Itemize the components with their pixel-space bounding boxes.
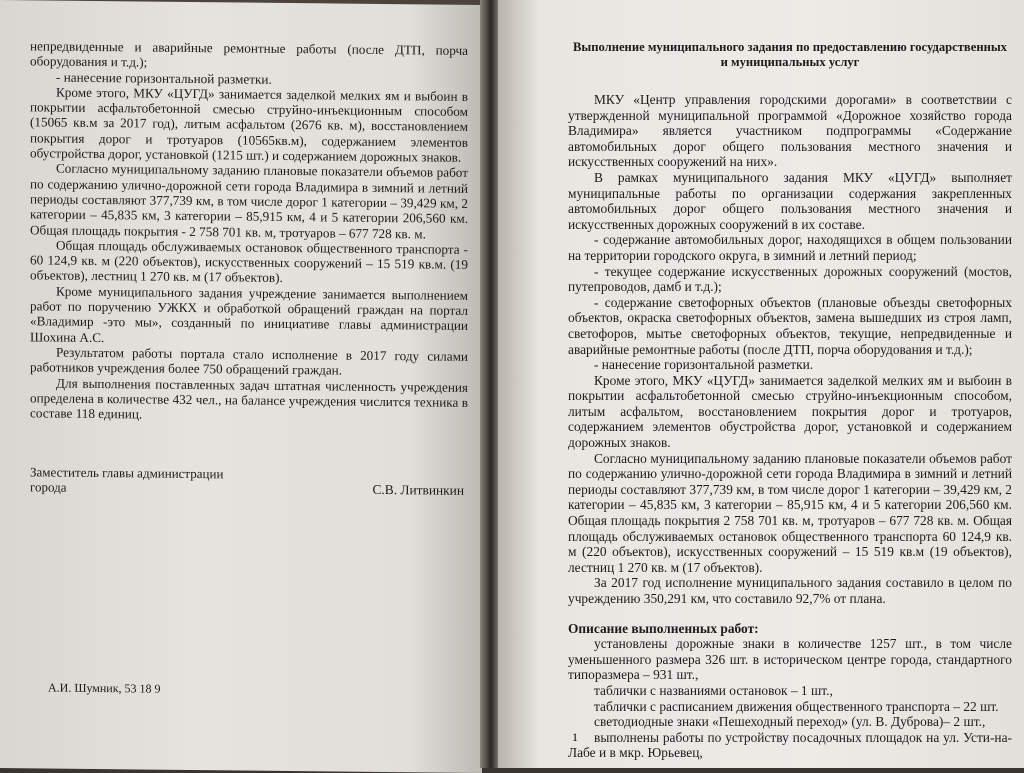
paragraph: Кроме этого, МКУ «ЦУГД» занимается заделкой мелких ям и выбоин в покрытии асфальтобетонной смесью струйно-инъекционным способом (15065 кв.м за 2017 год), литым асфальтом (2676 кв. м), восстановлением покрытия дорог и тротуаров (10565кв.м), содержанием элементов обустройства дорог, установкой (1215 шт.) и содержанием дорожных знаков. [30,84,468,165]
list-item: установлены дорожные знаки в количестве 1257 шт., в том числе уменьшенного размера 326 шт. в историческом центре города, стандартного типоразмера – 931 шт., [568,636,1012,683]
paragraph: Кроме муниципального задания учреждение занимается выполнением работ по поручению УЖКХ и обработкой обращений граждан на портал «Владимир -это мы», созданный по инициативе главы администрации Шохина А.С. [30,283,468,345]
section-heading: Описание выполненных работ: [568,620,759,636]
paragraph: Кроме этого, МКУ «ЦУГД» занимается заделкой мелких ям и выбоин в покрытии асфальтобетонной смесью струйно-инъекционным способом, литым асфальтом, восстановлением покрытия дорог и тротуаров, содержанием элементов обустройства дорог, установкой и содержанием дорожных знаков. [568,372,1012,451]
paragraph: непредвиденные и аварийные ремонтные работы (после ДТП, порча оборудования и т.д.); [30,38,468,70]
paragraph: Согласно муниципальному заданию плановые показатели объемов работ по содержанию улично-дорожной сети города Владимира в зимний и летний периоды составляют 377,739 км, в том числе дорог 1 категории – 39,429 км, 2 категории – 45,835 км, 3 категории – 85,915 км, 4 и 5 категории 206,560 км. Общая площадь покрытия 2 758 701 кв. м, тротуаров – 677 728 кв. м. Общая площадь обслуживаемых остановок общественного транспорта 60 124,9 кв. м (220 объектов), искусственных сооружений – 15 519 кв.м (19 объектов), лестниц 1 270 кв. м (17 объектов). [568,450,1012,575]
paragraph: Результатом работы портала стало исполнение в 2017 году силами работников учреждения более 750 обращений граждан. [30,344,468,378]
paragraph: Для выполнения поставленных задач штатная численность учреждения определена в количестве 432 чел., на балансе учреждения числится техника в составе 118 единиц. [30,375,468,422]
signatory-title: Заместитель главы администрации города [30,464,224,496]
page-title: Выполнение муниципального задания по предоставлению государственных и муниципальных услуг [573,40,1007,69]
paragraph: Согласно муниципальному заданию плановые показатели объемов работ по содержанию улично-дорожной сети города Владимира в зимний и летний периоды составляют 377,739 км, в том числе дорог 1 категории – 39,429 км, 2 категории – 45,835 км, 3 категории – 85,915 км, 4 и 5 категории 206,560 км. Общая площадь покрытия - 2 758 701 кв. м, тротуаров – 677 728 кв. м. [30,160,468,242]
signatory-name: С.В. Литвинкин [372,482,464,499]
signature-block [30,465,468,500]
right-page [498,0,1024,768]
paragraph: Общая площадь обслуживаемых остановок общественного транспорта - 60 124,9 кв. м (220 объектов), искусственных сооружений – 15 519 кв.м. (19 объектов), лестниц 1 270 кв. м (17 объектов). [30,237,468,286]
left-page [0,0,482,773]
list-item: таблички с расписанием движения общественного транспорта – 22 шт. [594,698,999,714]
paragraph: - нанесение горизонтальной разметки. [56,69,272,87]
list-item: выполнены работы по устройству посадочных площадок на ул. Усти-на-Лабе и в мкр. Юрьевец, [568,729,1012,761]
list-item: светодиодные знаки «Пешеходный переход» (ул. В. Дуброва)– 2 шт., [594,714,986,730]
paragraph: В рамках муниципального задания МКУ «ЦУГД» выполняет муниципальные работы по организации содержания закрепленных автомобильных дорог общего пользования местного значения и искусственных дорожных сооружений в их составе. [568,169,1012,232]
list-item: - нанесение горизонтальной разметки. [594,357,814,373]
list-item: таблички с названиями остановок – 1 шт., [594,682,833,698]
paragraph: МКУ «Центр управления городскими дорогами» в соответствии с утвержденной муниципальной программой «Дорожное хозяйство города Владимира» является участником подпрограммы «Содержание автомобильных дорог общего пользования местного значения и искусственных сооружений на них». [568,92,1012,170]
book-gutter [480,0,500,768]
list-item: - содержание светофорных объектов (плановые объезды светофорных объектов, окраска светофорных объектов, замена вышедших из строя ламп, светофоров, мытье светофорных объектов, текущие, непредвиденные и аварийные ремонтные работы (после ДТП, порча оборудования и т.д.); [568,294,1012,357]
list-item: - содержание автомобильных дорог, находящихся в общем пользовании на территории городского округа, в зимний и летний период; [568,232,1012,263]
page-number: 1 [572,730,578,744]
executor-note: А.И. Шумник, 53 18 9 [48,680,161,696]
list-item: - текущее содержание искусственных дорожных сооружений (мостов, путепроводов, дамб и т.д.); [568,263,1012,295]
paragraph: За 2017 год исполнение муниципального задания составило в целом по учреждению 350,291 км, что составило 92,7% от плана. [568,575,1012,606]
